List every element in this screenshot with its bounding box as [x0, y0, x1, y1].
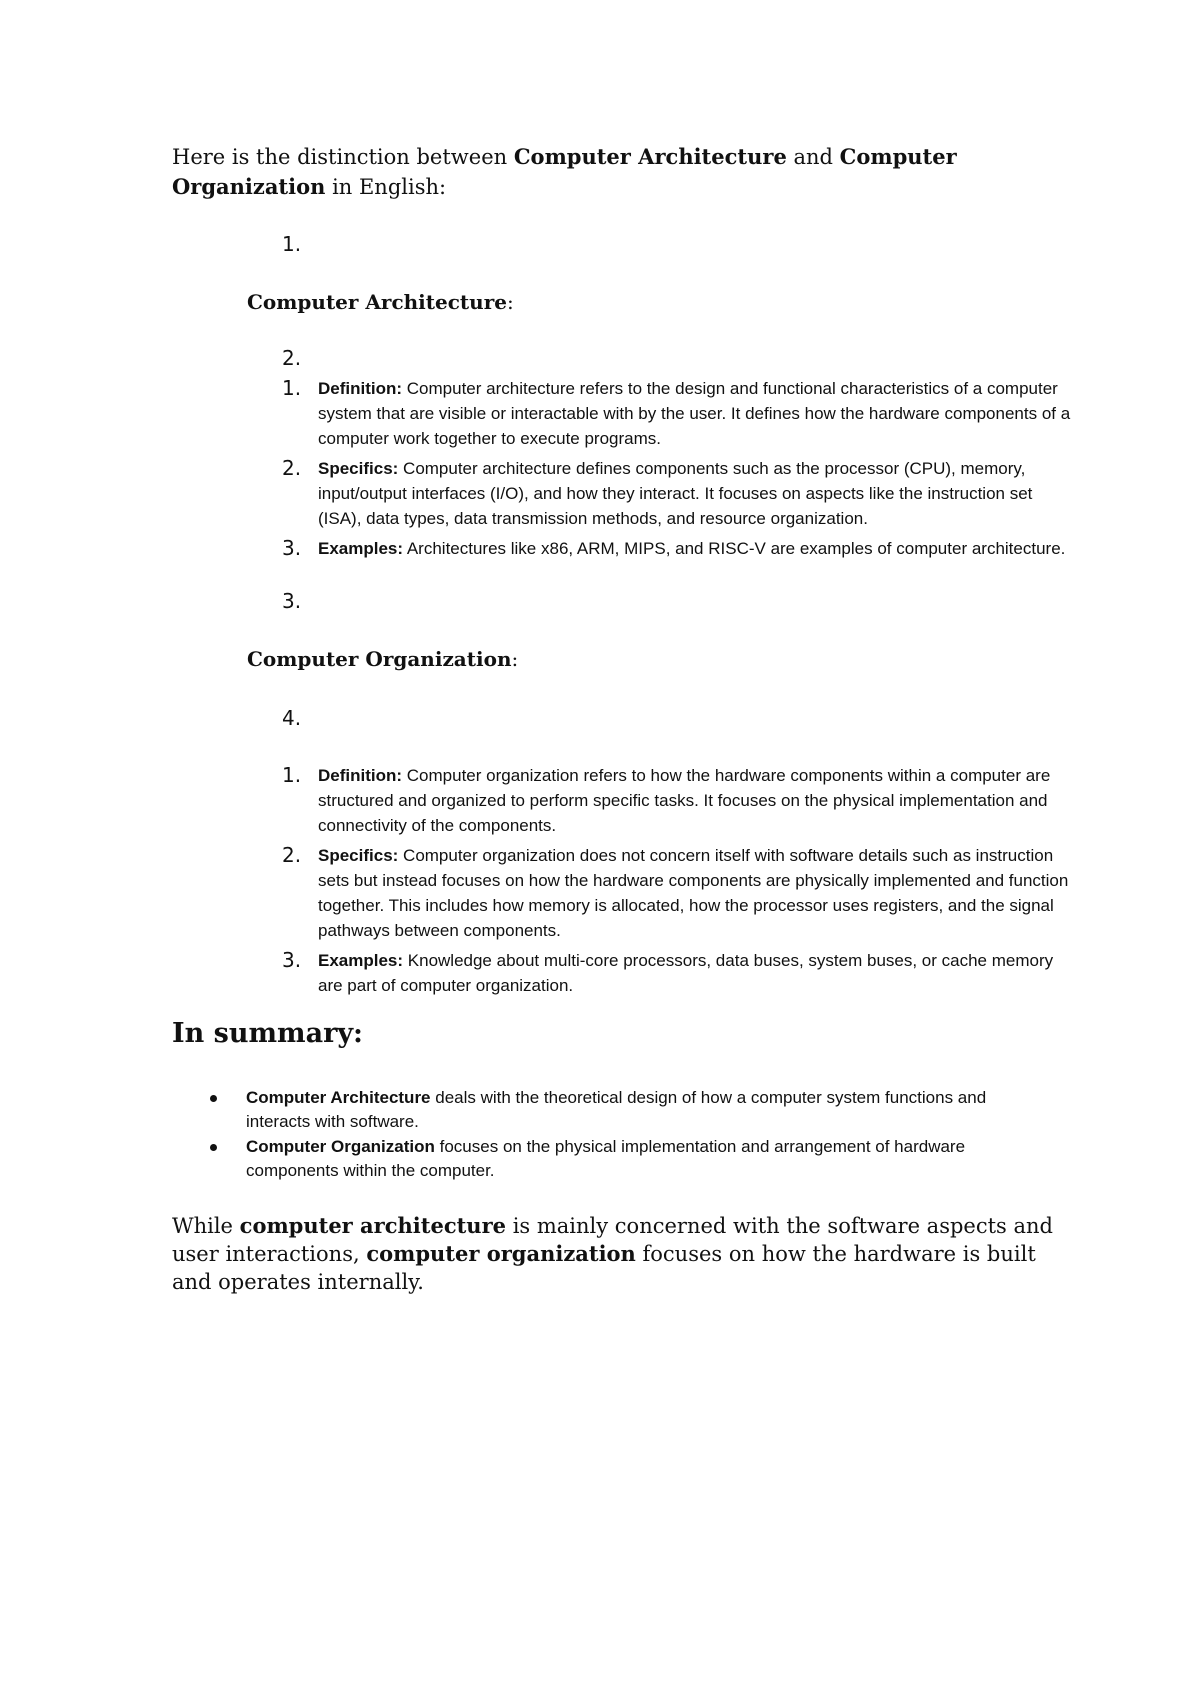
intro-text-mid: and — [786, 145, 840, 169]
bullet-body: deals with the theoretical design of how a computer system functions and interacts with software. — [246, 1088, 987, 1131]
architecture-heading — [247, 290, 514, 314]
bullet-label: Computer Organization — [246, 1137, 435, 1156]
outer-number-4: 4. — [282, 706, 302, 730]
list-item-body: Knowledge about multi-core processors, data buses, system buses, or cache memory are part of computer organization. — [318, 951, 1054, 995]
bullet-label: Computer Architecture — [246, 1088, 431, 1107]
closing-term-architecture: computer architecture — [239, 1213, 507, 1238]
architecture-item-definition — [282, 375, 1071, 451]
list-number: 1. — [282, 376, 302, 400]
intro-text-after: in English: — [325, 175, 447, 199]
list-item-text — [318, 763, 1078, 838]
bullet-body: focuses on the physical implementation and arrangement of hardware components within the computer. — [246, 1137, 966, 1180]
architecture-heading-text: Computer Architecture — [247, 290, 507, 314]
list-item-label: Specifics: — [318, 459, 399, 478]
bullet-text — [246, 1086, 1046, 1134]
list-item-label: Examples: — [318, 539, 404, 558]
closing-paragraph — [172, 1212, 1072, 1296]
list-number: 1. — [282, 763, 302, 787]
architecture-item-specifics — [282, 455, 1062, 531]
outer-number-2: 2. — [282, 346, 302, 370]
organization-item-specifics — [282, 842, 1069, 944]
outer-number-3: 3. — [282, 589, 302, 613]
list-number: 2. — [282, 456, 302, 480]
intro-term-organization: Computer Organization — [172, 144, 957, 199]
list-item-body: Computer organization does not concern itself with software details such as instruction sets but instead focuses on how the hardware components are physically implemented and function together. This includes how memory is allocated, how the processor uses registers, and the signal pathways between components. — [318, 846, 1069, 940]
architecture-heading-colon: : — [506, 290, 514, 314]
intro-term-architecture: Computer Architecture — [513, 144, 787, 169]
closing-term-organization: computer organization — [366, 1241, 636, 1266]
list-item-text — [318, 456, 1078, 531]
list-item-body: Computer organization refers to how the hardware components within a computer are structured and organized to perform specific tasks. It focuses on the physical implementation and connectivity of the components. — [318, 766, 1051, 835]
architecture-item-examples — [282, 535, 1066, 587]
bullet-text — [246, 1135, 1046, 1183]
bullet-dot-icon — [210, 1095, 217, 1102]
list-item-label: Definition: — [318, 379, 403, 398]
closing-text-2: is mainly concerned with the software aspects and user interactions, — [172, 1214, 1053, 1266]
organization-heading-colon: : — [511, 647, 519, 671]
intro-paragraph — [172, 142, 1072, 202]
bullet-dot-icon — [210, 1144, 217, 1151]
list-number: 3. — [282, 536, 302, 560]
list-item-label: Examples: — [318, 951, 404, 970]
list-item-body: Computer architecture defines components such as the processor (CPU), memory, input/output interfaces (I/O), and how they interact. It focuses on aspects like the instruction set (ISA), data types, data transmission methods, and resource organization. — [318, 459, 1033, 528]
summary-bullet-organization — [210, 1135, 1030, 1185]
list-item-label: Definition: — [318, 766, 403, 785]
summary-bullet-architecture — [210, 1086, 1030, 1136]
organization-heading-text: Computer Organization — [247, 647, 512, 671]
list-item-text — [318, 376, 1078, 451]
outer-number-1: 1. — [282, 232, 302, 256]
list-item-body: Architectures like x86, ARM, MIPS, and RISC-V are examples of computer architecture. — [403, 539, 1066, 558]
list-item-body: Computer architecture refers to the design and functional characteristics of a computer system that are visible or interactable with by the user. It defines how the hardware components of a computer work together to execute programs. — [318, 379, 1071, 448]
list-item-text — [318, 948, 1078, 998]
intro-text-before: Here is the distinction between — [172, 145, 514, 169]
list-item-text — [318, 843, 1078, 943]
list-item-label: Specifics: — [318, 846, 399, 865]
summary-heading: In summary: — [172, 1018, 364, 1049]
organization-heading — [247, 647, 518, 671]
organization-item-definition — [282, 762, 1062, 838]
list-number: 2. — [282, 843, 302, 867]
list-number: 3. — [282, 948, 302, 972]
closing-text-3: focuses on how the hardware is built and operates internally. — [172, 1242, 1036, 1294]
organization-item-examples — [282, 947, 1062, 999]
list-item-text — [318, 536, 1078, 561]
closing-text-1: While — [172, 1214, 240, 1238]
